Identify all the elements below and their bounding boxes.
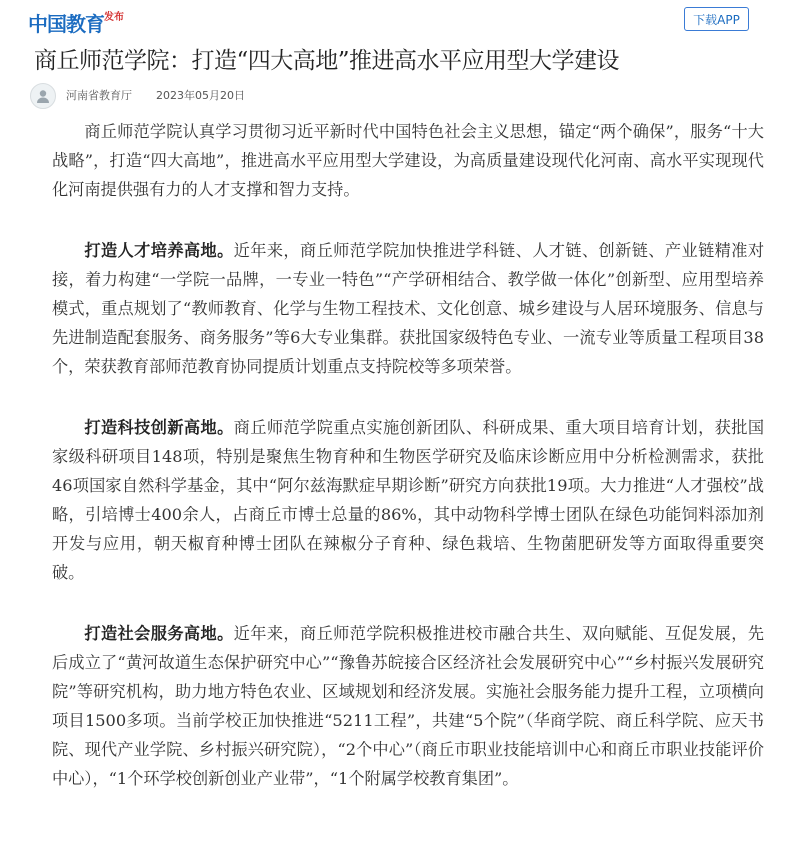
paragraph-lead: 打造社会服务高地。	[84, 624, 234, 643]
logo-sup: 发布	[104, 12, 124, 23]
user-avatar-icon	[30, 83, 56, 109]
paragraph-text: 商丘师范学院认真学习贯彻习近平新时代中国特色社会主义思想，锚定“两个确保”，服务“十大战略”，打造“四大高地”，推进高水平应用型大学建设，为高质量建设现代化河南、高水平实现现代化河南提供强有力的人才支撑和智力支持。	[52, 122, 764, 199]
download-app-button[interactable]: 下载APP	[684, 7, 749, 31]
paragraph-lead: 打造人才培养高地。	[84, 241, 234, 260]
logo-text: 中国教育	[28, 12, 104, 36]
article-paragraph-intro	[52, 117, 764, 204]
article-date: 2023年05月20日	[156, 89, 245, 102]
site-logo[interactable]	[28, 8, 124, 37]
article-source: 河南省教育厅	[66, 89, 132, 102]
article-paragraph-talent	[52, 236, 764, 381]
paragraph-text: 商丘师范学院重点实施创新团队、科研成果、重大项目培育计划，获批国家级科研项目148项，特别是聚焦生物育种和生物医学研究及临床诊断应用中分析检测需求，获批46项国家自然科学基金，其中“阿尔兹海默症早期诊断”研究方向获批19项。大力推进“人才强校”战略，引培博士400余人，占商丘市博士总量的86%，其中动物科学博士团队在绿色功能饲料添加剂开发与应用，朝天椒育种博士团队在辣椒分子育种、绿色栽培、生物菌肥研发等方面取得重要突破。	[52, 418, 765, 582]
article-body	[52, 117, 764, 793]
article-paragraph-service	[52, 619, 764, 793]
paragraph-text: 近年来，商丘师范学院积极推进校市融合共生、双向赋能、互促发展，先后成立了“黄河故道生态保护研究中心”“豫鲁苏皖接合区经济社会发展研究中心”“乡村振兴发展研究院”等研究机构，助力地方特色农业、区域规划和经济发展。实施社会服务能力提升工程，立项横向项目1500多项。当前学校正加快推进“5211工程”，共建“5个院”（华商学院、商丘科学院、应天书院、现代产业学院、乡村振兴研究院），“2个中心”（商丘市职业技能培训中心和商丘市职业技能评价中心），“1个环学校创新创业产业带”，“1个附属学校教育集团”。	[52, 624, 765, 788]
article-paragraph-tech	[52, 413, 764, 587]
paragraph-lead: 打造科技创新高地。	[84, 418, 234, 437]
top-bar	[0, 0, 786, 38]
article-title: 商丘师范学院：打造“四大高地”推进高水平应用型大学建设	[34, 48, 620, 74]
article-meta	[0, 81, 786, 111]
paragraph-text: 近年来，商丘师范学院加快推进学科链、人才链、创新链、产业链精准对接，着力构建“一学院一品牌，一专业一特色”“产学研相结合、教学做一体化”创新型、应用型培养模式，重点规划了“教师教育、化学与生物工程技术、文化创意、城乡建设与人居环境服务、信息与先进制造配套服务、商务服务”等6大专业集群。获批国家级特色专业、一流专业等质量工程项目38个，荣获教育部师范教育协同提质计划重点支持院校等多项荣誉。	[52, 241, 765, 376]
